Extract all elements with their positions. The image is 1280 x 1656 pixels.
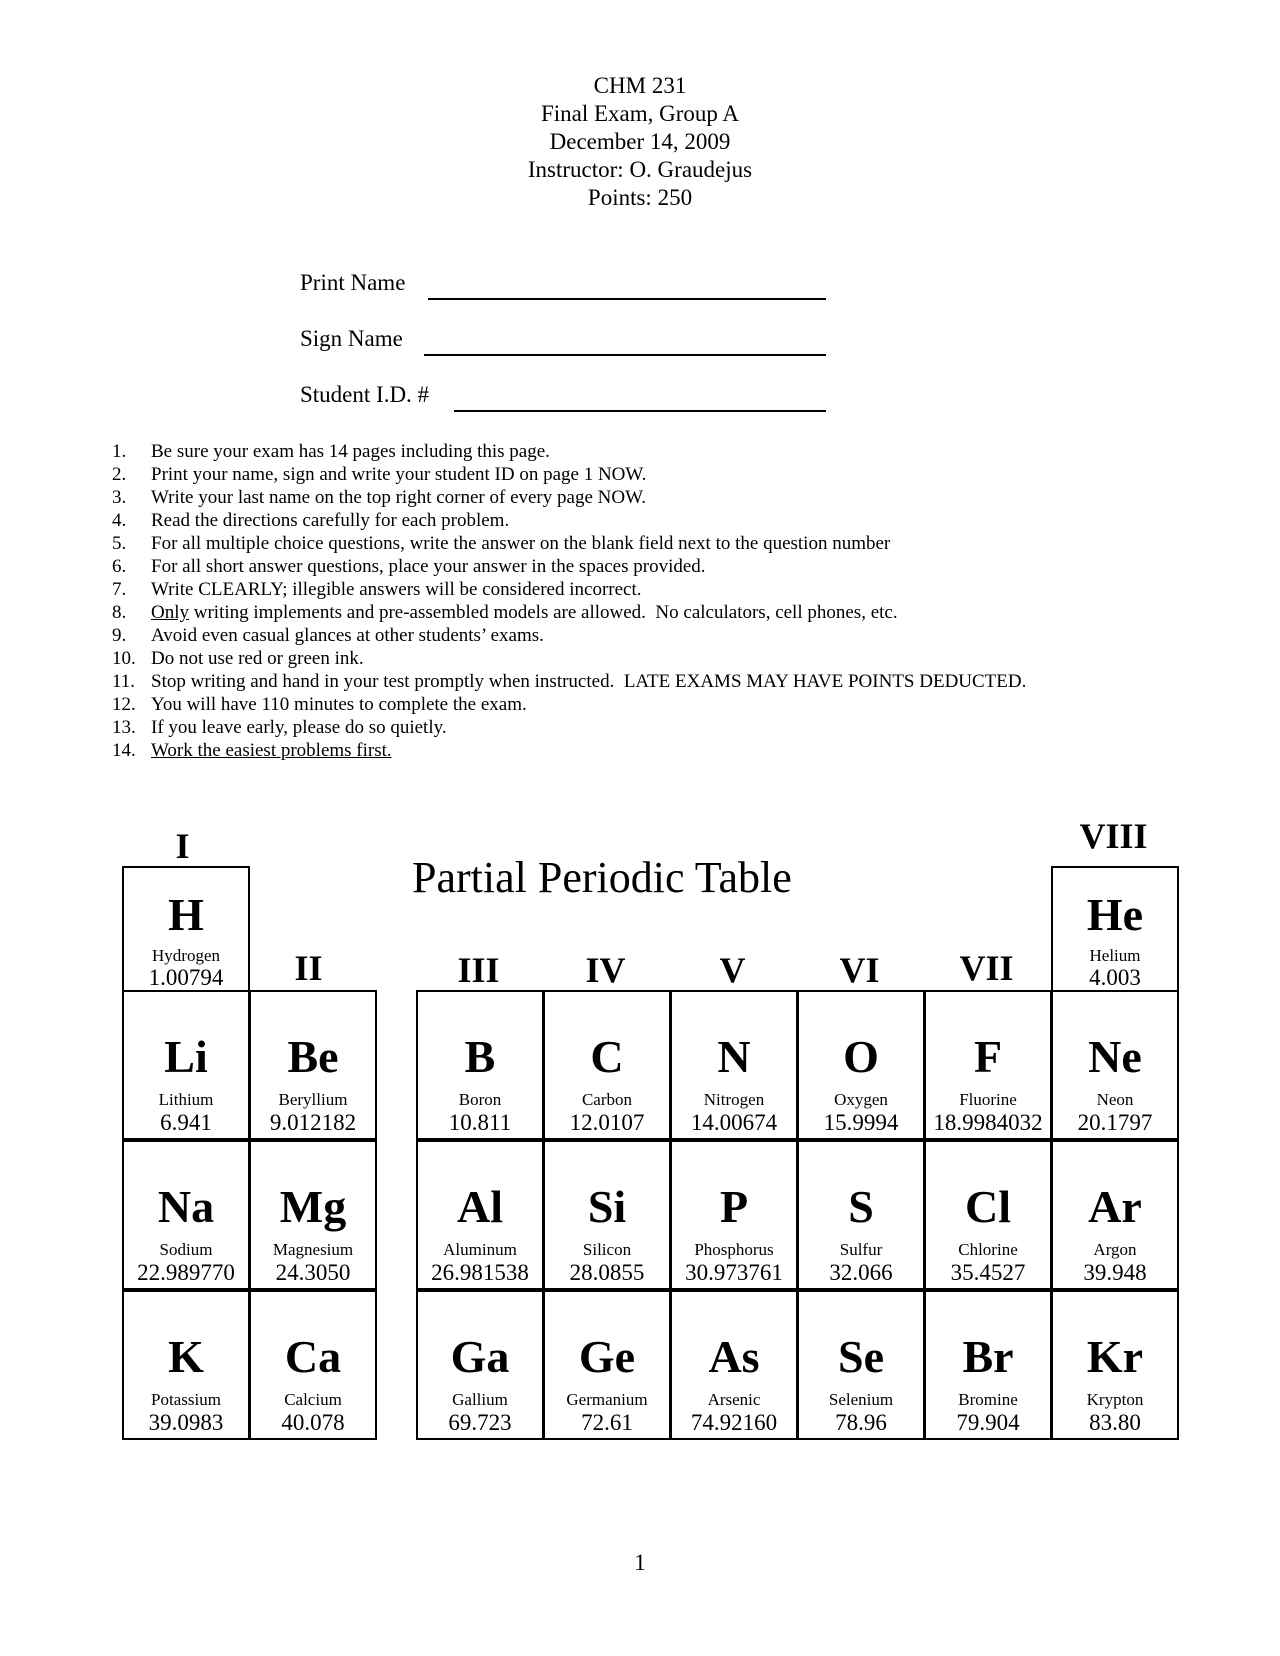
instructor: Instructor: O. Graudejus (527, 157, 753, 182)
element-cell-h (122, 866, 250, 992)
instruction-item (112, 601, 1212, 624)
element-name: Nitrogen (703, 1090, 765, 1109)
element-name: Silicon (582, 1240, 632, 1259)
element-name: Selenium (828, 1390, 894, 1409)
element-symbol: B (464, 1031, 496, 1082)
element-name: Magnesium (272, 1240, 354, 1259)
instructions-list (112, 440, 1212, 762)
page-number: 1 (634, 1550, 646, 1575)
instruction-text (151, 463, 646, 486)
instruction-body-text: If you leave early, please do so quietly. (151, 717, 447, 738)
element-cell-o (797, 990, 925, 1140)
instruction-item (112, 670, 1212, 693)
instruction-item (112, 440, 1212, 463)
element-name: Beryllium (278, 1090, 348, 1109)
element-symbol: Se (838, 1331, 884, 1382)
instruction-body-text: Avoid even casual glances at other students’ exams. (151, 625, 544, 646)
group-label-6: VI (839, 950, 880, 990)
instruction-item (112, 693, 1212, 716)
element-mass: 4.003 (1089, 965, 1141, 990)
element-mass: 6.941 (160, 1110, 212, 1135)
element-cell-k (122, 1290, 250, 1440)
instruction-number: 6. (112, 556, 127, 577)
element-symbol: O (843, 1031, 879, 1082)
instruction-number: 10. (112, 648, 136, 669)
element-cell-as (670, 1290, 798, 1440)
element-name: Helium (1089, 946, 1141, 965)
element-name: Chlorine (958, 1240, 1018, 1259)
element-name: Hydrogen (152, 946, 220, 965)
instruction-body-text: Write CLEARLY; illegible answers will be considered incorrect. (151, 579, 642, 600)
instruction-number: 4. (112, 510, 127, 531)
element-cell-be (249, 990, 377, 1140)
instruction-item (112, 739, 1212, 762)
element-cell-al (416, 1140, 544, 1290)
element-cell-ne (1051, 990, 1179, 1140)
sign-name-blank[interactable] (424, 354, 826, 356)
element-cell-ga (416, 1290, 544, 1440)
instruction-body-text: Be sure your exam has 14 pages including this page. (151, 441, 550, 462)
element-name: Oxygen (834, 1090, 888, 1109)
element-name: Aluminum (443, 1240, 517, 1259)
element-name: Krypton (1086, 1390, 1144, 1409)
group-label-4: IV (585, 950, 626, 990)
element-cell-ge (543, 1290, 671, 1440)
element-symbol: Al (457, 1181, 503, 1232)
instruction-body-text: writing implements and pre-assembled models are allowed. No calculators, cell phones, etc. (189, 602, 898, 623)
print-name-label: Print Name (300, 270, 406, 295)
element-symbol: Ge (578, 1331, 636, 1382)
instruction-item (112, 624, 1212, 647)
periodic-table-title: Partial Periodic Table (412, 853, 792, 902)
element-cell-si (543, 1140, 671, 1290)
element-mass: 24.3050 (275, 1260, 351, 1285)
element-mass: 35.4527 (950, 1260, 1026, 1285)
element-mass: 20.1797 (1077, 1110, 1153, 1135)
element-cell-p (670, 1140, 798, 1290)
instruction-number: 13. (112, 717, 136, 738)
instruction-underlined-text: Only (151, 602, 189, 623)
instruction-number: 14. (112, 740, 136, 761)
course-code: CHM 231 (593, 73, 687, 98)
group-label-5: V (719, 950, 746, 990)
instruction-number: 1. (112, 441, 127, 462)
element-name: Boron (458, 1090, 502, 1109)
instruction-item (112, 555, 1212, 578)
element-cell-he (1051, 866, 1179, 992)
element-symbol: K (168, 1331, 204, 1382)
instruction-item (112, 463, 1212, 486)
student-id-blank[interactable] (454, 410, 826, 412)
element-cell-b (416, 990, 544, 1140)
group-label-2: II (294, 948, 323, 988)
instruction-text (151, 509, 509, 532)
element-mass: 14.00674 (690, 1110, 778, 1135)
points: Points: 250 (587, 185, 693, 210)
element-name: Gallium (452, 1390, 508, 1409)
instruction-underlined-text: Work the easiest problems first. (151, 740, 392, 761)
element-name: Calcium (284, 1390, 342, 1409)
print-name-blank[interactable] (428, 298, 826, 300)
element-mass: 9.012182 (269, 1110, 357, 1135)
element-symbol: P (719, 1181, 749, 1232)
element-cell-cl (924, 1140, 1052, 1290)
element-mass: 26.981538 (431, 1260, 529, 1285)
group-label-8: VIII (1079, 816, 1148, 856)
instruction-text (151, 486, 646, 509)
element-cell-ca (249, 1290, 377, 1440)
student-id-field (300, 382, 429, 408)
element-symbol: F (973, 1031, 1003, 1082)
element-symbol: C (590, 1031, 624, 1082)
group-label-3: III (457, 950, 500, 990)
instruction-item (112, 532, 1212, 555)
element-mass: 32.066 (829, 1260, 893, 1285)
element-name: Sulfur (839, 1240, 883, 1259)
element-symbol: Cl (965, 1181, 1011, 1232)
element-symbol: Si (587, 1181, 627, 1232)
instruction-text (151, 624, 544, 647)
element-mass: 72.61 (581, 1410, 633, 1435)
element-symbol: S (848, 1181, 874, 1232)
element-mass: 40.078 (281, 1410, 345, 1435)
print-name-field (300, 270, 405, 296)
instruction-item (112, 578, 1212, 601)
element-cell-kr (1051, 1290, 1179, 1440)
element-symbol: Be (287, 1031, 339, 1082)
sign-name-label: Sign Name (300, 326, 403, 351)
instruction-text (151, 647, 364, 670)
element-symbol: H (168, 889, 204, 940)
instruction-body-text: You will have 110 minutes to complete the exam. (151, 694, 527, 715)
element-symbol: Kr (1086, 1331, 1144, 1382)
instruction-text (151, 532, 890, 555)
student-id-label: Student I.D. # (300, 382, 430, 407)
instruction-text (151, 555, 706, 578)
exam-header (0, 72, 1280, 212)
element-symbol: Ga (450, 1331, 510, 1382)
element-cell-br (924, 1290, 1052, 1440)
exam-title: Final Exam, Group A (540, 101, 740, 126)
element-mass: 10.811 (448, 1110, 512, 1135)
element-cell-f (924, 990, 1052, 1140)
instruction-text (151, 739, 392, 762)
instruction-number: 7. (112, 579, 127, 600)
element-cell-se (797, 1290, 925, 1440)
instruction-item (112, 647, 1212, 670)
element-cell-mg (249, 1140, 377, 1290)
exam-date: December 14, 2009 (549, 129, 731, 154)
element-name: Lithium (158, 1090, 214, 1109)
element-name: Phosphorus (694, 1240, 774, 1259)
element-cell-n (670, 990, 798, 1140)
instruction-number: 11. (112, 671, 136, 692)
element-symbol: As (708, 1331, 760, 1382)
element-name: Sodium (159, 1240, 213, 1259)
element-cell-na (122, 1140, 250, 1290)
element-mass: 22.989770 (137, 1260, 235, 1285)
element-symbol: Ne (1088, 1031, 1142, 1082)
instruction-item (112, 716, 1212, 739)
element-symbol: He (1086, 889, 1144, 940)
instruction-number: 5. (112, 533, 127, 554)
instruction-text (151, 601, 898, 624)
element-name: Bromine (958, 1390, 1018, 1409)
instruction-body-text: For all multiple choice questions, write the answer on the blank field next to the question number (151, 533, 891, 554)
element-name: Neon (1096, 1090, 1134, 1109)
group-label-7: VII (959, 948, 1014, 988)
instruction-body-text: Do not use red or green ink. (151, 648, 364, 669)
element-symbol: N (717, 1031, 751, 1082)
instruction-body-text: Stop writing and hand in your test promptly when instructed. LATE EXAMS MAY HAVE POINTS DEDUCTED. (151, 671, 1027, 692)
instruction-text (151, 716, 447, 739)
element-name: Argon (1093, 1240, 1137, 1259)
element-mass: 39.948 (1083, 1260, 1147, 1285)
element-symbol: Br (962, 1331, 1014, 1382)
instruction-body-text: Read the directions carefully for each problem. (151, 510, 510, 531)
element-mass: 28.0855 (569, 1260, 645, 1285)
instruction-number: 8. (112, 602, 127, 623)
instruction-text (151, 440, 550, 463)
element-mass: 83.80 (1089, 1410, 1141, 1435)
instruction-item (112, 486, 1212, 509)
instruction-text (151, 578, 642, 601)
element-name: Potassium (151, 1390, 221, 1409)
element-name: Fluorine (959, 1090, 1017, 1109)
element-mass: 39.0983 (148, 1410, 224, 1435)
element-name: Germanium (566, 1390, 648, 1409)
element-symbol: Mg (279, 1181, 347, 1232)
element-symbol: Ar (1088, 1181, 1142, 1232)
element-cell-ar (1051, 1140, 1179, 1290)
instruction-body-text: Print your name, sign and write your student ID on page 1 NOW. (151, 464, 647, 485)
element-mass: 74.92160 (690, 1410, 778, 1435)
element-mass: 69.723 (448, 1410, 512, 1435)
element-mass: 15.9994 (823, 1110, 899, 1135)
element-cell-s (797, 1140, 925, 1290)
instruction-number: 12. (112, 694, 136, 715)
group-label-1: I (175, 826, 190, 866)
element-symbol: Ca (284, 1331, 342, 1382)
instruction-body-text: For all short answer questions, place your answer in the spaces provided. (151, 556, 706, 577)
instruction-body-text: Write your last name on the top right corner of every page NOW. (151, 487, 647, 508)
element-cell-c (543, 990, 671, 1140)
element-mass: 12.0107 (569, 1110, 645, 1135)
element-cell-li (122, 990, 250, 1140)
element-mass: 18.9984032 (933, 1110, 1043, 1135)
element-name: Carbon (581, 1090, 633, 1109)
instruction-number: 2. (112, 464, 127, 485)
element-mass: 30.973761 (685, 1260, 783, 1285)
element-mass: 78.96 (835, 1410, 887, 1435)
element-symbol: Li (164, 1031, 208, 1082)
sign-name-field (300, 326, 403, 352)
instruction-text (151, 670, 1026, 693)
instruction-text (151, 693, 527, 716)
instruction-item (112, 509, 1212, 532)
element-mass: 79.904 (956, 1410, 1020, 1435)
element-name: Arsenic (707, 1390, 761, 1409)
element-mass: 1.00794 (148, 965, 224, 990)
element-symbol: Na (157, 1181, 215, 1232)
instruction-number: 9. (112, 625, 127, 646)
instruction-number: 3. (112, 487, 127, 508)
